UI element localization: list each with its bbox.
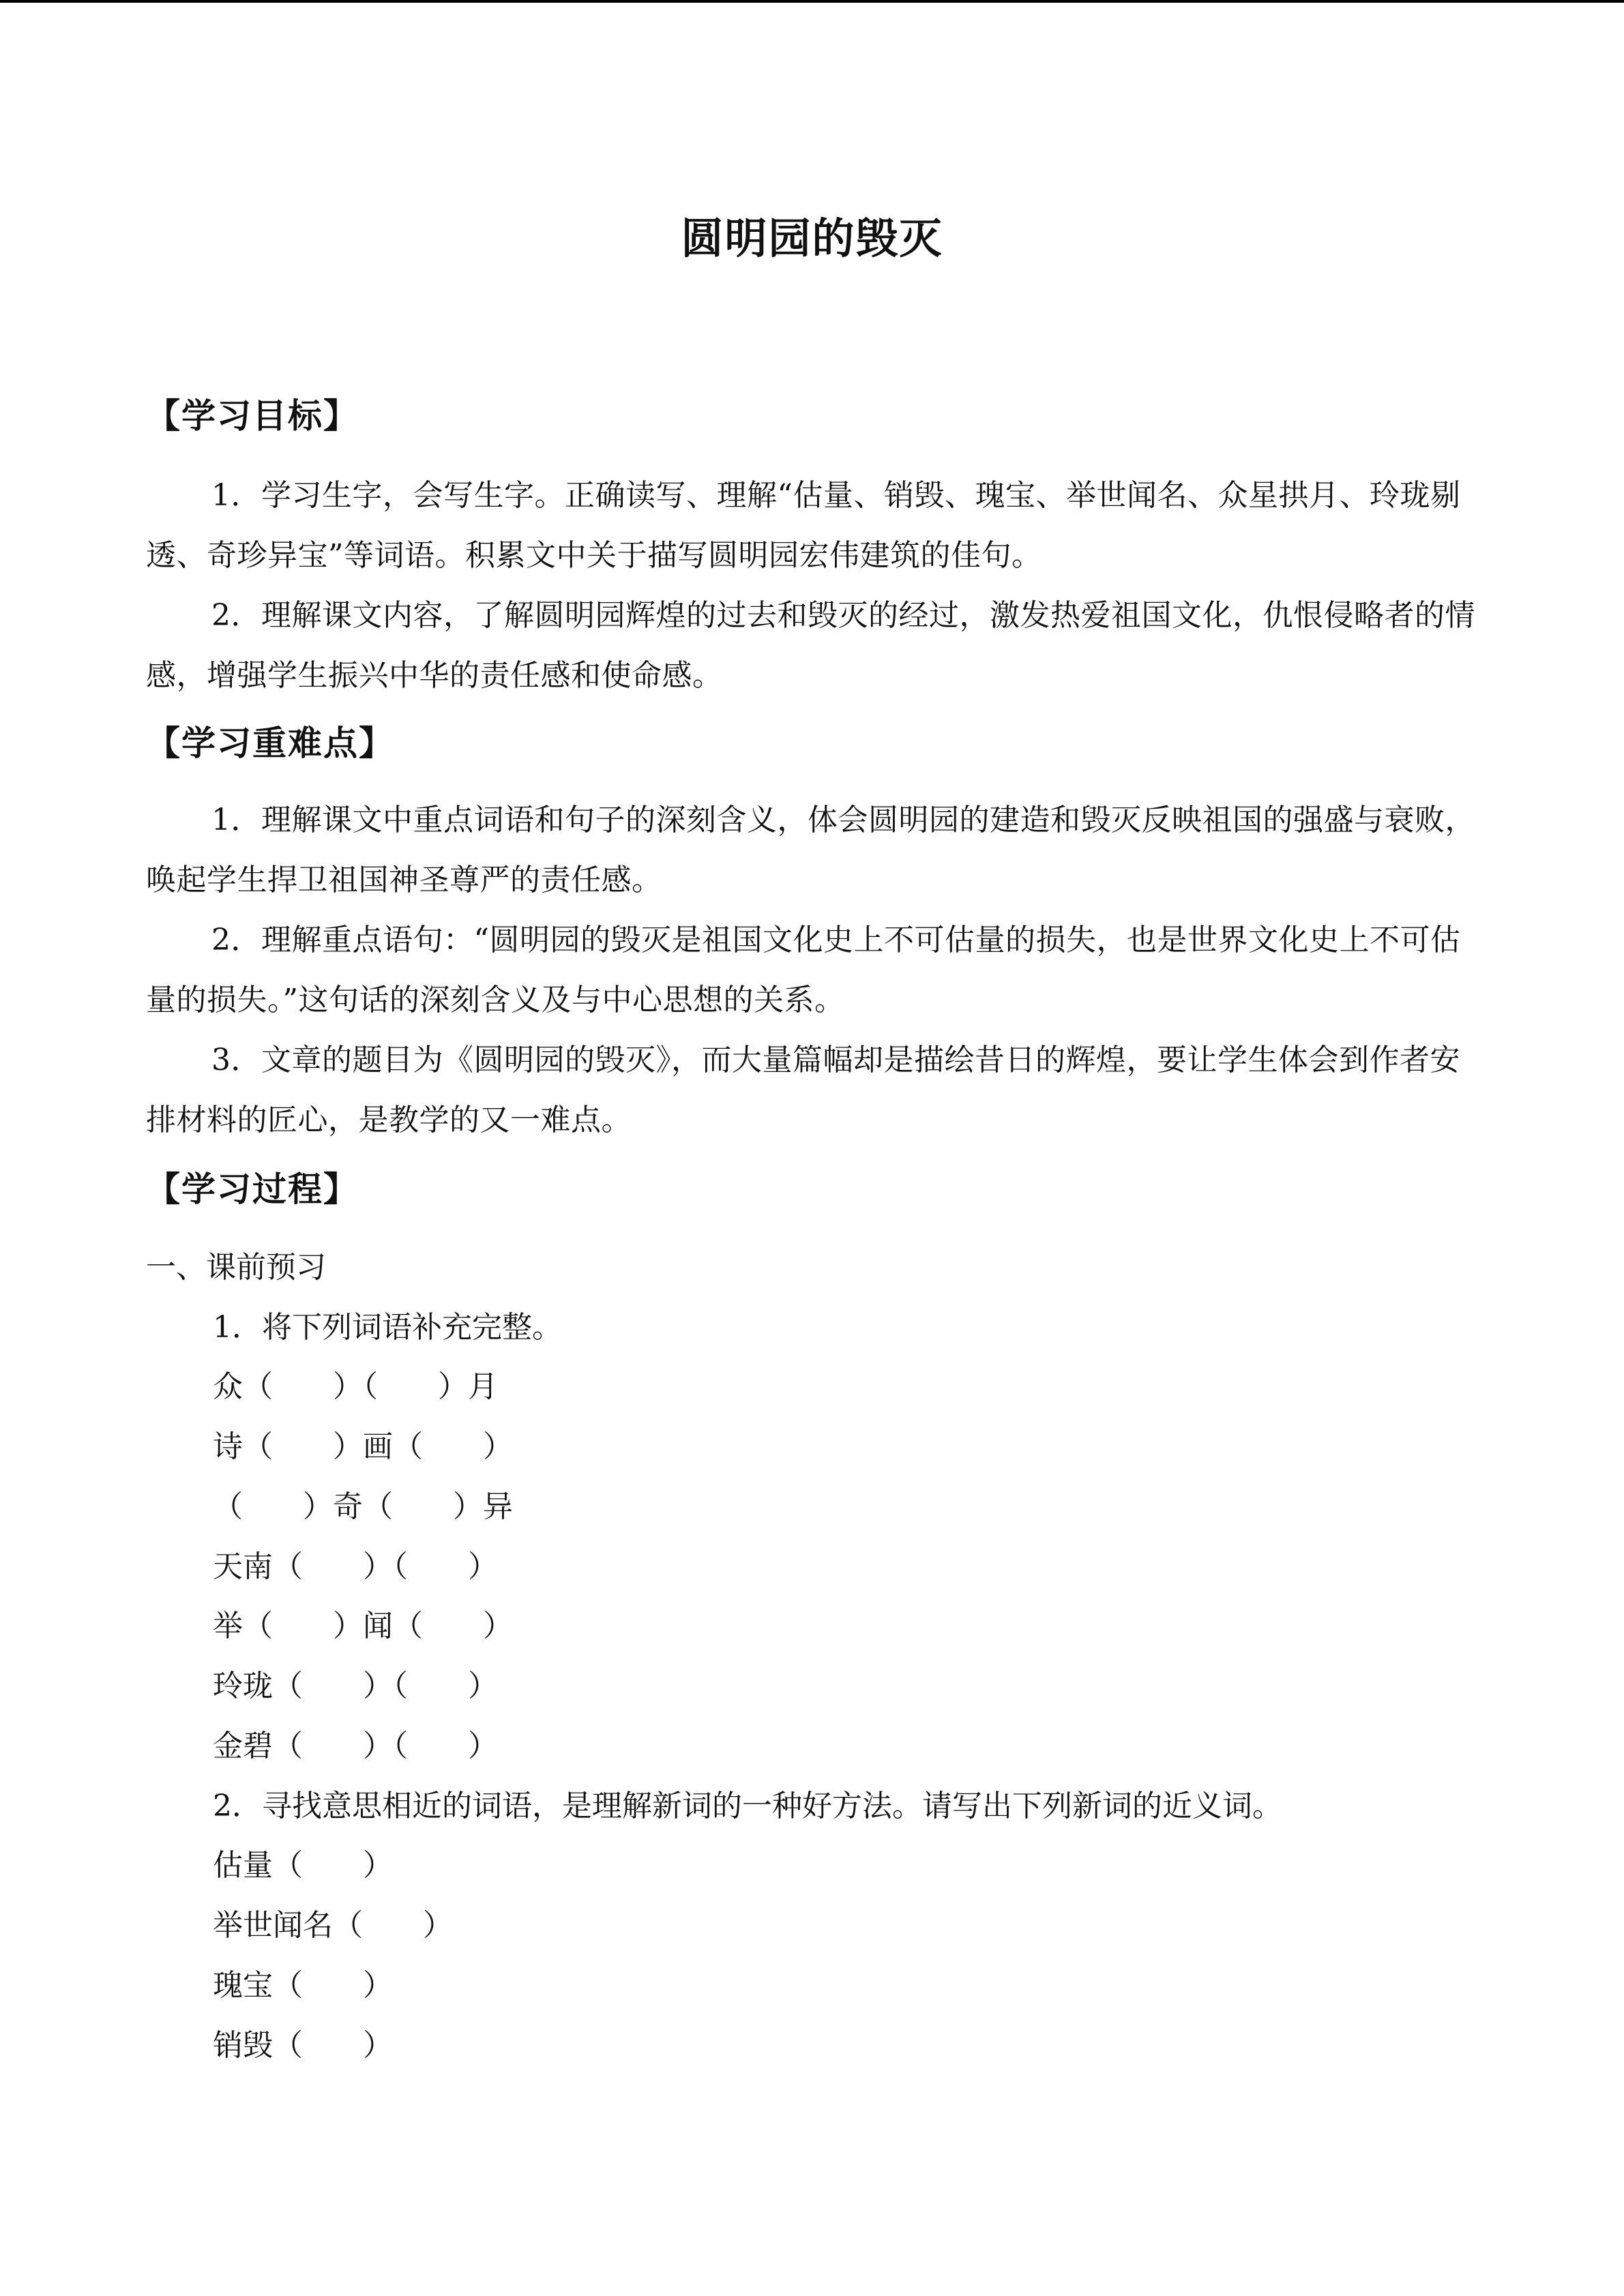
key-point-paragraph-2: 2．理解重点语句：“圆明园的毁灭是祖国文化史上不可估量的损失，也是世界文化史上不可估量的损失。”这句话的深刻含义及与中心思想的关系。 bbox=[146, 923, 1461, 1017]
fill-blank-item: 举（ ）闻（ ） bbox=[213, 1609, 513, 1643]
part-preview-heading: 一、课前预习 bbox=[146, 1250, 326, 1285]
heading-learning-process: 【学习过程】 bbox=[146, 1169, 359, 1209]
synonym-item: 瑰宝（ ） bbox=[213, 1968, 393, 2003]
fill-blank-item: （ ）奇（ ）异 bbox=[213, 1489, 513, 1524]
synonym-item: 举世闻名（ ） bbox=[213, 1908, 453, 1943]
goal-paragraph-1: 1．学习生字，会写生字。正确读写、理解“估量、销毁、瑰宝、举世闻名、众星拱月、玲珑剔透、奇珍异宝”等词语。积累文中关于描写圆明园宏伟建筑的佳句。 bbox=[146, 478, 1461, 573]
synonym-item: 销毁（ ） bbox=[213, 2028, 393, 2063]
heading-learning-goals: 【学习目标】 bbox=[146, 396, 359, 436]
fill-blank-item: 众（ ）（ ）月 bbox=[213, 1369, 498, 1404]
goal-paragraph-2: 2．理解课文内容，了解圆明园辉煌的过去和毁灭的经过，激发热爱祖国文化，仇恨侵略者的情感，增强学生振兴中华的责任感和使命感。 bbox=[146, 598, 1475, 693]
fill-blank-item: 天南（ ）（ ） bbox=[213, 1549, 498, 1584]
fill-blank-item: 金碧（ ）（ ） bbox=[213, 1729, 498, 1763]
fill-blank-item: 玲珑（ ）（ ） bbox=[213, 1669, 498, 1703]
key-point-paragraph-3: 3．文章的题目为《圆明园的毁灭》，而大量篇幅却是描绘昔日的辉煌，要让学生体会到作者安排材料的匠心，是教学的又一难点。 bbox=[146, 1043, 1460, 1137]
synonym-item: 估量（ ） bbox=[213, 1848, 393, 1883]
page-title: 圆明园的毁灭 bbox=[681, 213, 943, 263]
fill-blank-item: 诗（ ）画（ ） bbox=[213, 1429, 513, 1464]
key-point-paragraph-1: 1．理解课文中重点词语和句子的深刻含义，体会圆明园的建造和毁灭反映祖国的强盛与衰败，唤起学生捍卫祖国神圣尊严的责任感。 bbox=[146, 803, 1475, 897]
question-1: 1．将下列词语补充完整。 bbox=[213, 1310, 562, 1345]
heading-key-points: 【学习重难点】 bbox=[146, 724, 394, 763]
question-2: 2．寻找意思相近的词语，是理解新词的一种好方法。请写出下列新词的近义词。 bbox=[213, 1789, 1282, 1823]
